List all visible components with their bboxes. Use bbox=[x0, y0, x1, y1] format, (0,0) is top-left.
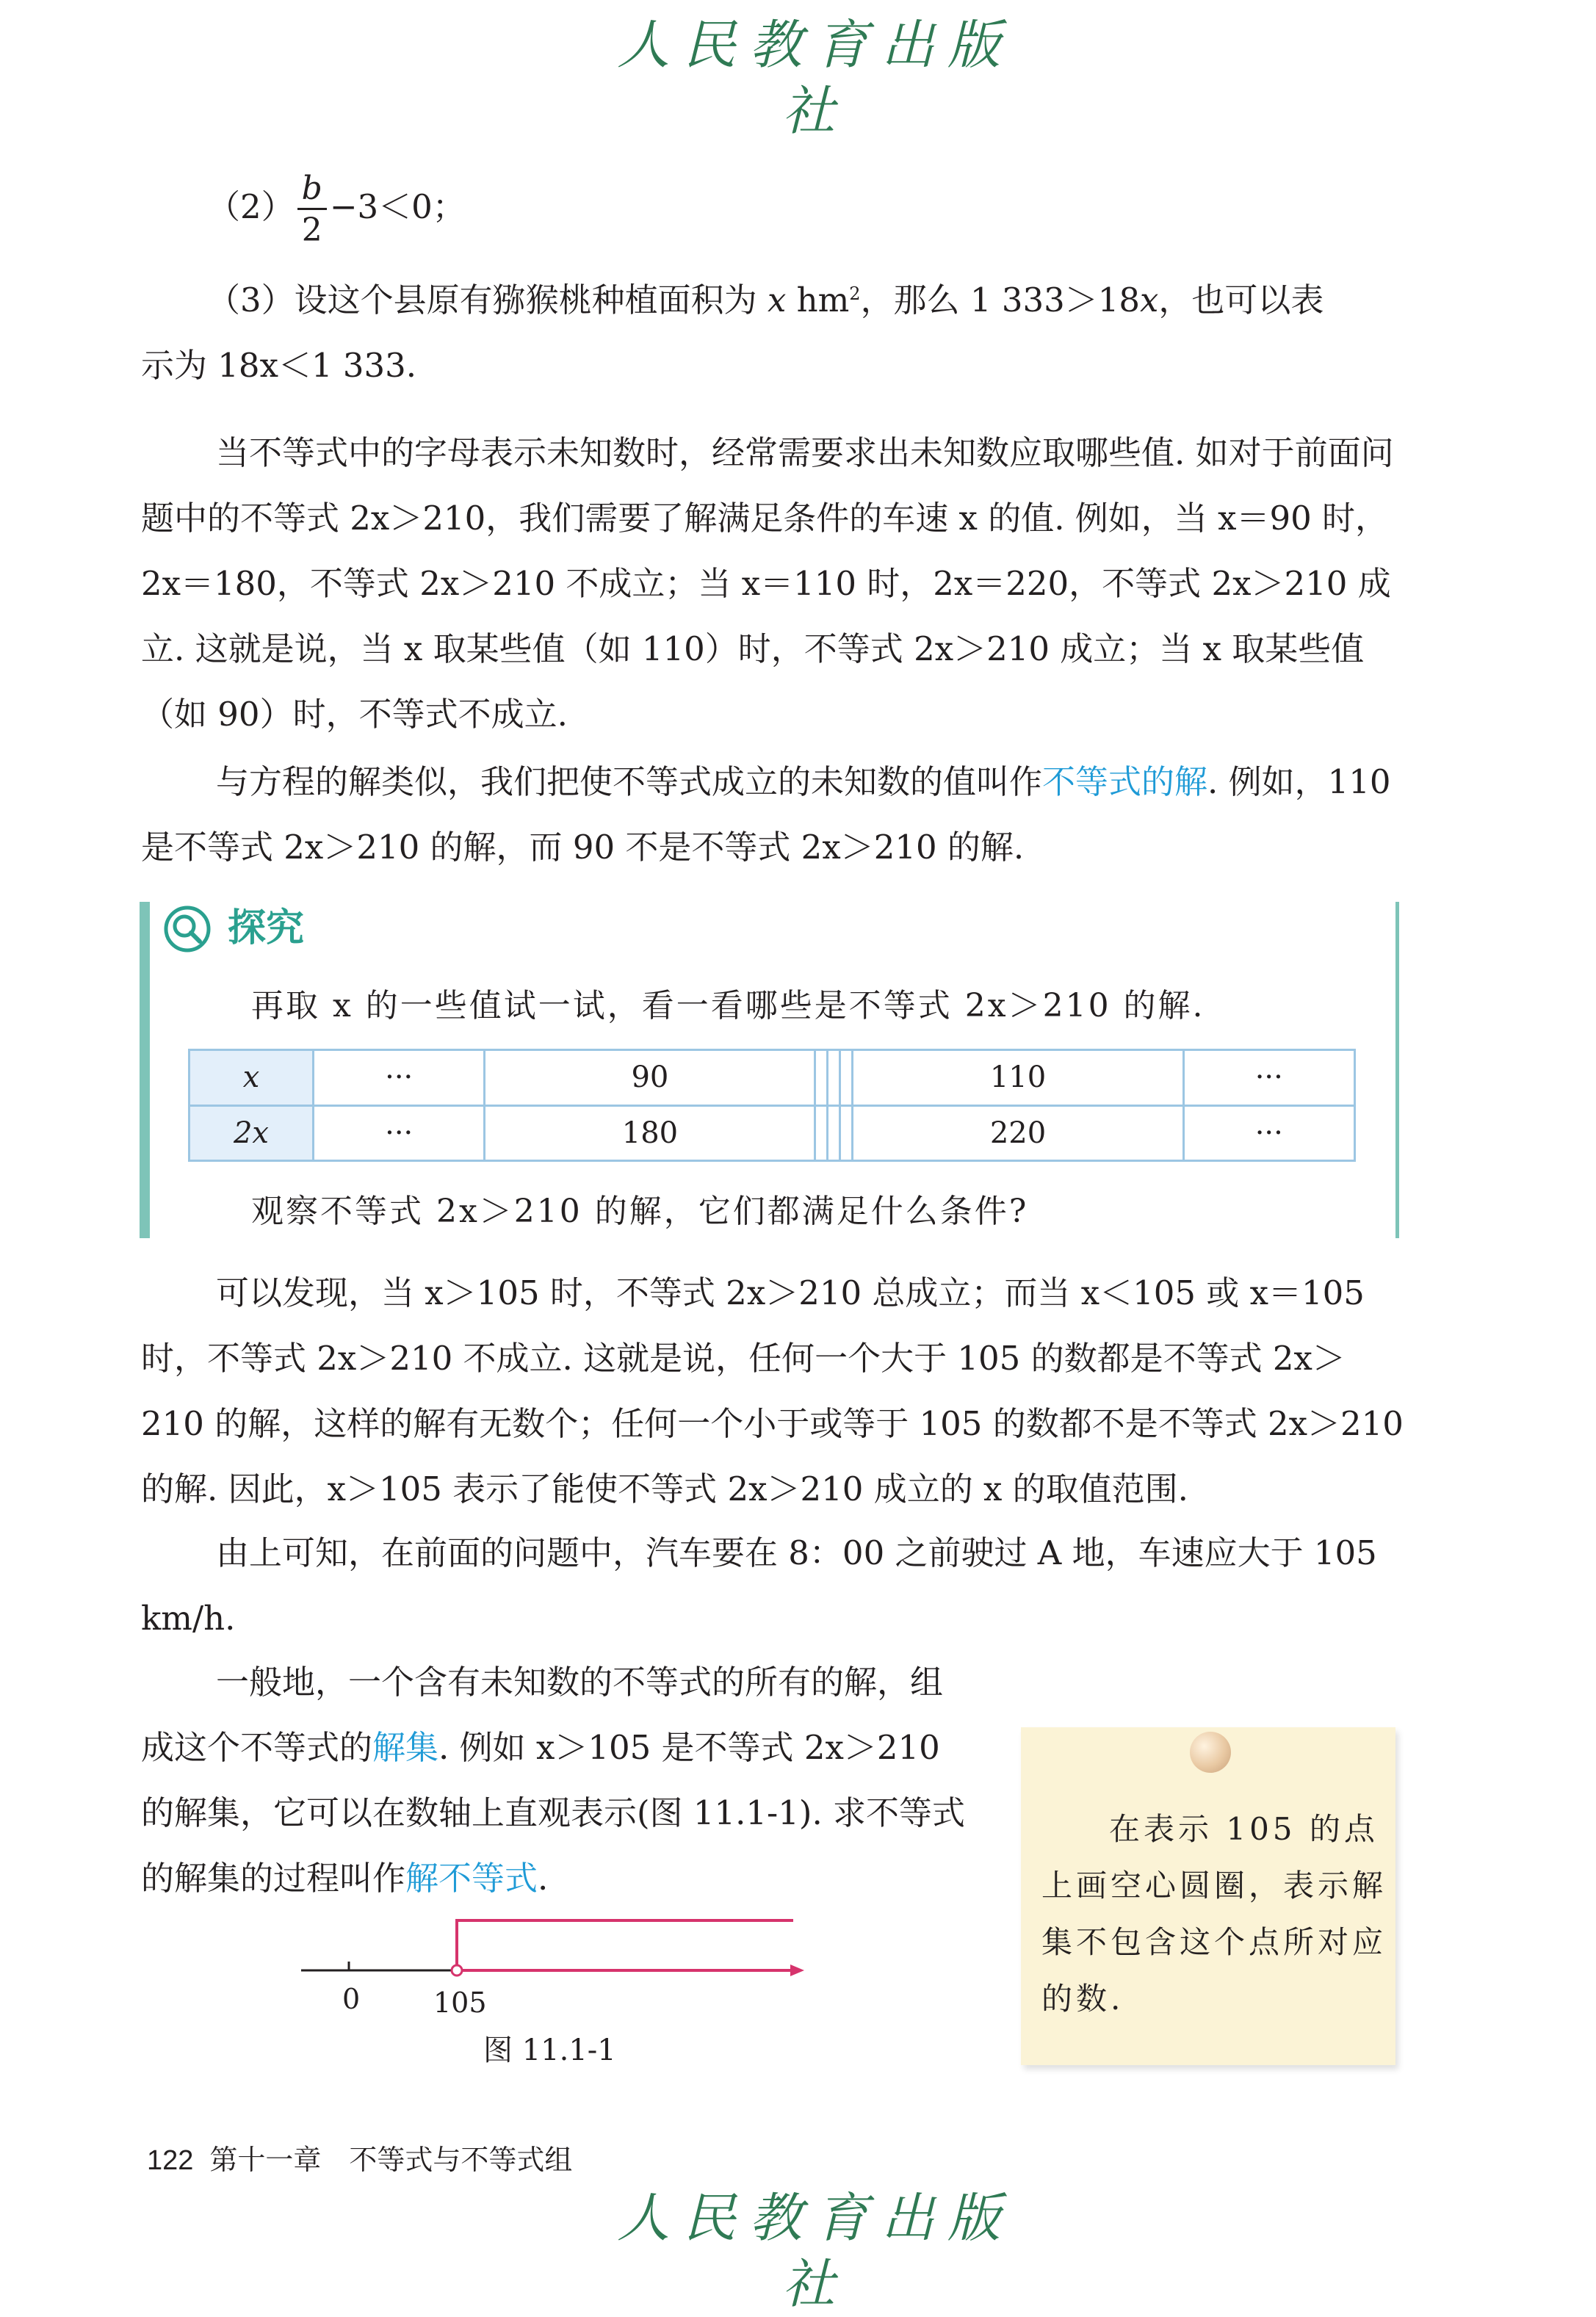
table-cell: ··· bbox=[1183, 1105, 1354, 1161]
table-cell bbox=[828, 1050, 840, 1106]
pushpin-icon bbox=[1190, 1732, 1231, 1773]
table-cell: ··· bbox=[314, 1050, 485, 1106]
paragraph-3: 可以发现，当 x＞105 时，不等式 2x＞210 总成立；而当 x＜105 或 x＝105 时，不等式 2x＞210 不成立. 这就是说，任何一个大于 105 的数都是不等式 2x＞210 的解，这样的解有无数个；任何一个小于或等于 105 的数都不是不等式 2x＞210 的解. 因此，x＞105 表示了能使不等式 2x＞210 成立的 x 的取值范围. bbox=[141, 1273, 1404, 1508]
table-cell bbox=[840, 1050, 853, 1106]
table-cell: ··· bbox=[314, 1105, 485, 1161]
table-cell bbox=[815, 1050, 828, 1106]
margin-note-text: 在表示 105 的点上画空心圆圈，表示解集不包含这个点所对应的数. bbox=[1041, 1811, 1387, 2017]
paragraph-4: 由上可知，在前面的问题中，汽车要在 8：00 之前驶过 A 地，车速应大于 105 km/h. bbox=[141, 1533, 1377, 1638]
item-3-line-2: 示为 18x＜1 333. bbox=[141, 346, 417, 385]
table-row bbox=[189, 1105, 1355, 1161]
item-2 bbox=[141, 163, 1404, 251]
table-cell: 180 bbox=[485, 1105, 815, 1161]
number-line-figure bbox=[294, 1913, 823, 2023]
explore-right-bar bbox=[1395, 902, 1399, 1238]
explore-prompt: 再取 x 的一些值试一试，看一看哪些是不等式 2x＞210 的解. bbox=[251, 987, 1205, 1024]
table-cell bbox=[815, 1105, 828, 1161]
label-zero: 0 bbox=[342, 1983, 361, 2015]
page-number: 122 bbox=[147, 2145, 194, 2176]
table-cell bbox=[840, 1105, 853, 1161]
table-cell: 2x bbox=[189, 1105, 314, 1161]
table-cell: ··· bbox=[1183, 1050, 1354, 1106]
paragraph-5-b: . 例如 x＞105 是不等式 2x＞210 的解集，它可以在数轴上直观表示(图 11.1-1). 求不等式的解集的过程叫作 bbox=[141, 1728, 966, 1898]
page-footer bbox=[147, 2137, 572, 2177]
term-solution-set: 解集 bbox=[372, 1728, 439, 1767]
publisher-logo: 人民教育出版社 bbox=[616, 2187, 1014, 2315]
table-cell: 220 bbox=[853, 1105, 1183, 1161]
value-table bbox=[188, 1049, 1356, 1162]
table-cell: 110 bbox=[853, 1050, 1183, 1106]
paragraph-2-a: 与方程的解类似，我们把使不等式成立的未知数的值叫作 bbox=[216, 762, 1043, 801]
explore-question: 观察不等式 2x＞210 的解，它们都满足什么条件? bbox=[251, 1193, 1029, 1230]
variable-x: x bbox=[767, 281, 787, 319]
fraction-denominator: 2 bbox=[301, 212, 322, 249]
paragraph-5-a: 一般地，一个含有未知数的不等式的所有的解，组成这个不等式的 bbox=[141, 1663, 944, 1767]
item-3-text-d: ，也可以表 bbox=[1158, 281, 1324, 319]
solution-bracket bbox=[457, 1920, 793, 1966]
publisher-logo: 人民教育出版社 bbox=[616, 14, 1014, 142]
open-circle-icon bbox=[452, 1965, 462, 1976]
variable-x: x bbox=[1139, 281, 1159, 319]
fraction-numerator: b bbox=[297, 173, 327, 210]
table-cell: 90 bbox=[485, 1050, 815, 1106]
table-cell bbox=[828, 1105, 840, 1161]
term-inequality-solution: 不等式的解 bbox=[1042, 762, 1208, 801]
chapter-title: 第十一章 不等式与不等式组 bbox=[209, 2145, 573, 2176]
axis-arrow-icon bbox=[790, 1964, 804, 1976]
item-3 bbox=[141, 261, 1404, 398]
item-2-rest: −3＜0； bbox=[329, 187, 466, 226]
explore-magnifier-icon bbox=[163, 905, 212, 953]
explore-title: 探究 bbox=[228, 906, 305, 950]
table-cell: x bbox=[189, 1050, 314, 1106]
paragraph-2-b: . 例如，110 是不等式 2x＞210 的解，而 90 不是不等式 2x＞210 的解. bbox=[141, 762, 1391, 867]
paragraph-1: 当不等式中的字母表示未知数时，经常需要求出未知数应取哪些值. 如对于前面问题中的不等式 2x＞210，我们需要了解满足条件的车速 x 的值. 例如，当 x＝90 时，2x＝180，不等式 2x＞210 不成立；当 x＝110 时，2x＝220，不等式 2x＞210 成立. 这就是说，当 x 取某些值（如 110）时，不等式 2x＞210 成立；当 x 取某些值（如 90）时，不等式不成立. bbox=[141, 433, 1394, 734]
table-row bbox=[189, 1050, 1355, 1106]
item-3-text-c: ，那么 1 333＞18 bbox=[860, 281, 1140, 319]
figure-caption: 图 11.1-1 bbox=[483, 2034, 616, 2067]
paragraph-5 bbox=[141, 1649, 967, 1911]
term-solve-inequality: 解不等式 bbox=[405, 1859, 538, 1898]
explore-left-bar bbox=[140, 902, 150, 1238]
item-2-label: （2） bbox=[207, 187, 295, 226]
superscript: 2 bbox=[849, 283, 861, 304]
item-3-text-b: hm bbox=[786, 281, 850, 319]
label-105: 105 bbox=[433, 1987, 487, 2019]
paragraph-2 bbox=[141, 749, 1404, 880]
fraction bbox=[297, 170, 327, 249]
paragraph-5-c: . bbox=[538, 1859, 549, 1898]
item-3-text-a: （3）设这个县原有猕猴桃种植面积为 bbox=[207, 281, 768, 319]
